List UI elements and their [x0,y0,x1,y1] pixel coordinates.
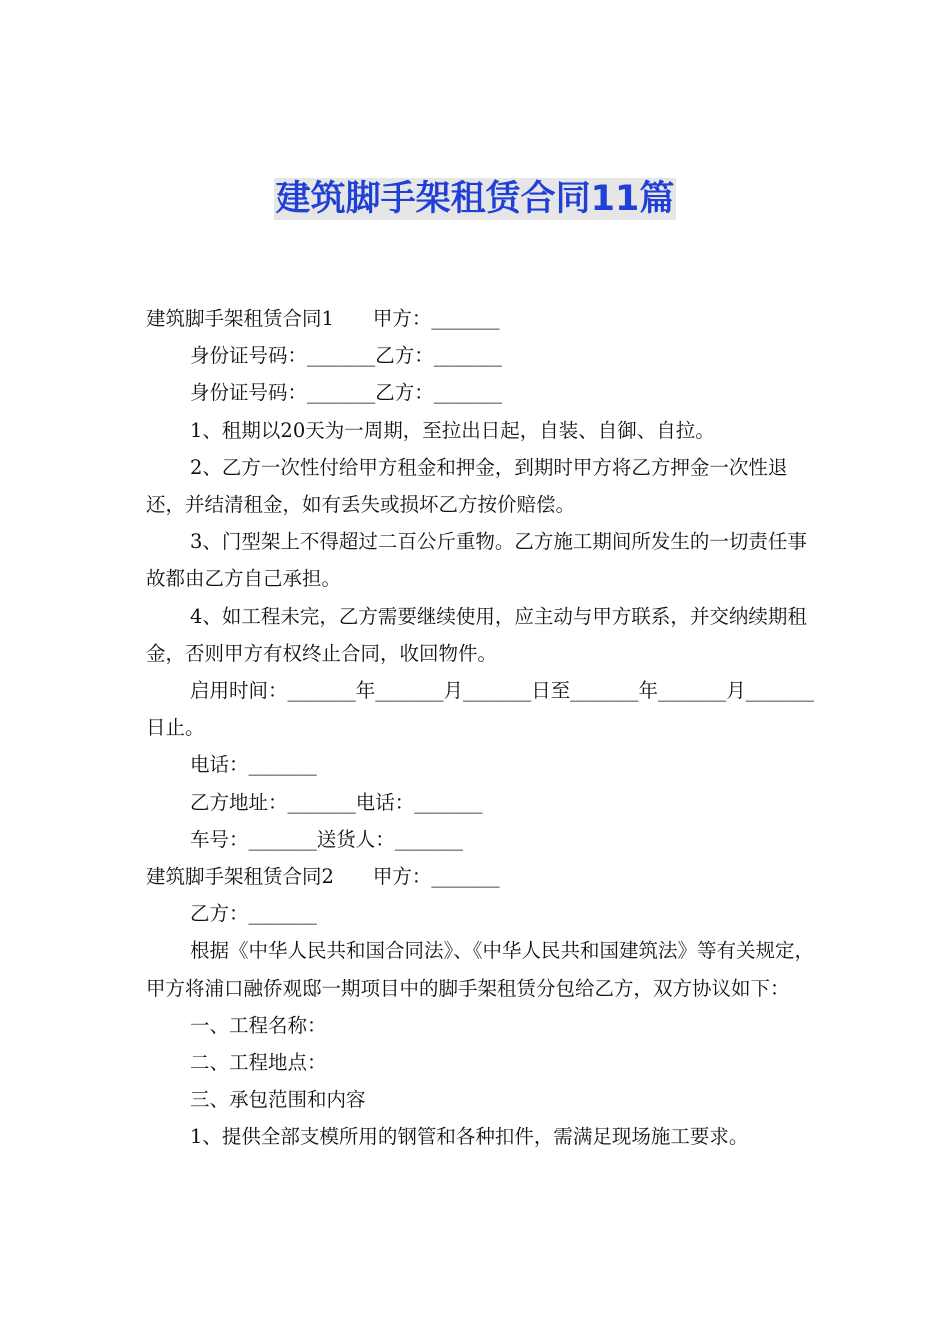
document-title: 建筑脚手架租赁合同11篇 [275,179,675,219]
paragraph: 2、乙方一次性付给甲方租金和押金，到期时甲方将乙方押金一次性退还，并结清租金，如有丢失或损坏乙方按价赔偿。 [146,455,788,517]
document-title-wrap [0,178,950,220]
paragraph: 身份证号码：_______乙方：_______ [190,344,503,368]
paragraph: 身份证号码：_______乙方：_______ [190,381,503,405]
paragraph: 3、门型架上不得超过二百公斤重物。乙方施工期间所发生的一切责任事故都由乙方自己承担。 [146,530,807,591]
paragraph: 乙方地址：_______电话：_______ [190,790,483,814]
paragraph: 三、承包范围和内容 [190,1088,366,1112]
paragraph: 一、工程名称： [190,1013,327,1037]
paragraph: 二、工程地点： [190,1051,327,1075]
contract-2-heading: 建筑脚手架租赁合同2 甲方：_______ [146,865,500,889]
paragraph: 1、租期以20天为一周期，至拉出日起，自装、自御、自拉。 [190,418,715,442]
paragraph: 乙方：_______ [190,902,317,926]
paragraph: 电话：_______ [190,753,317,777]
paragraph: 车号：_______送货人：_______ [190,827,464,851]
paragraph: 启用时间：_______年_______月_______日至_______年_______月_______日止。 [146,679,815,740]
paragraph: 4、如工程未完，乙方需要继续使用，应主动与甲方联系，并交纳续期租金，否则甲方有权终止合同，收回物件。 [146,604,807,665]
paragraph: 根据《中华人民共和国合同法》、《中华人民共和国建筑法》等有关规定，甲方将浦口融侨观邸一期项目中的脚手架租赁分包给乙方，双方协议如下： [146,939,815,1000]
document-body [146,300,818,1156]
contract-1-heading: 建筑脚手架租赁合同1 甲方：_______ [146,307,500,330]
paragraph: 1、提供全部支模所用的钢管和各种扣件，需满足现场施工要求。 [190,1125,749,1149]
